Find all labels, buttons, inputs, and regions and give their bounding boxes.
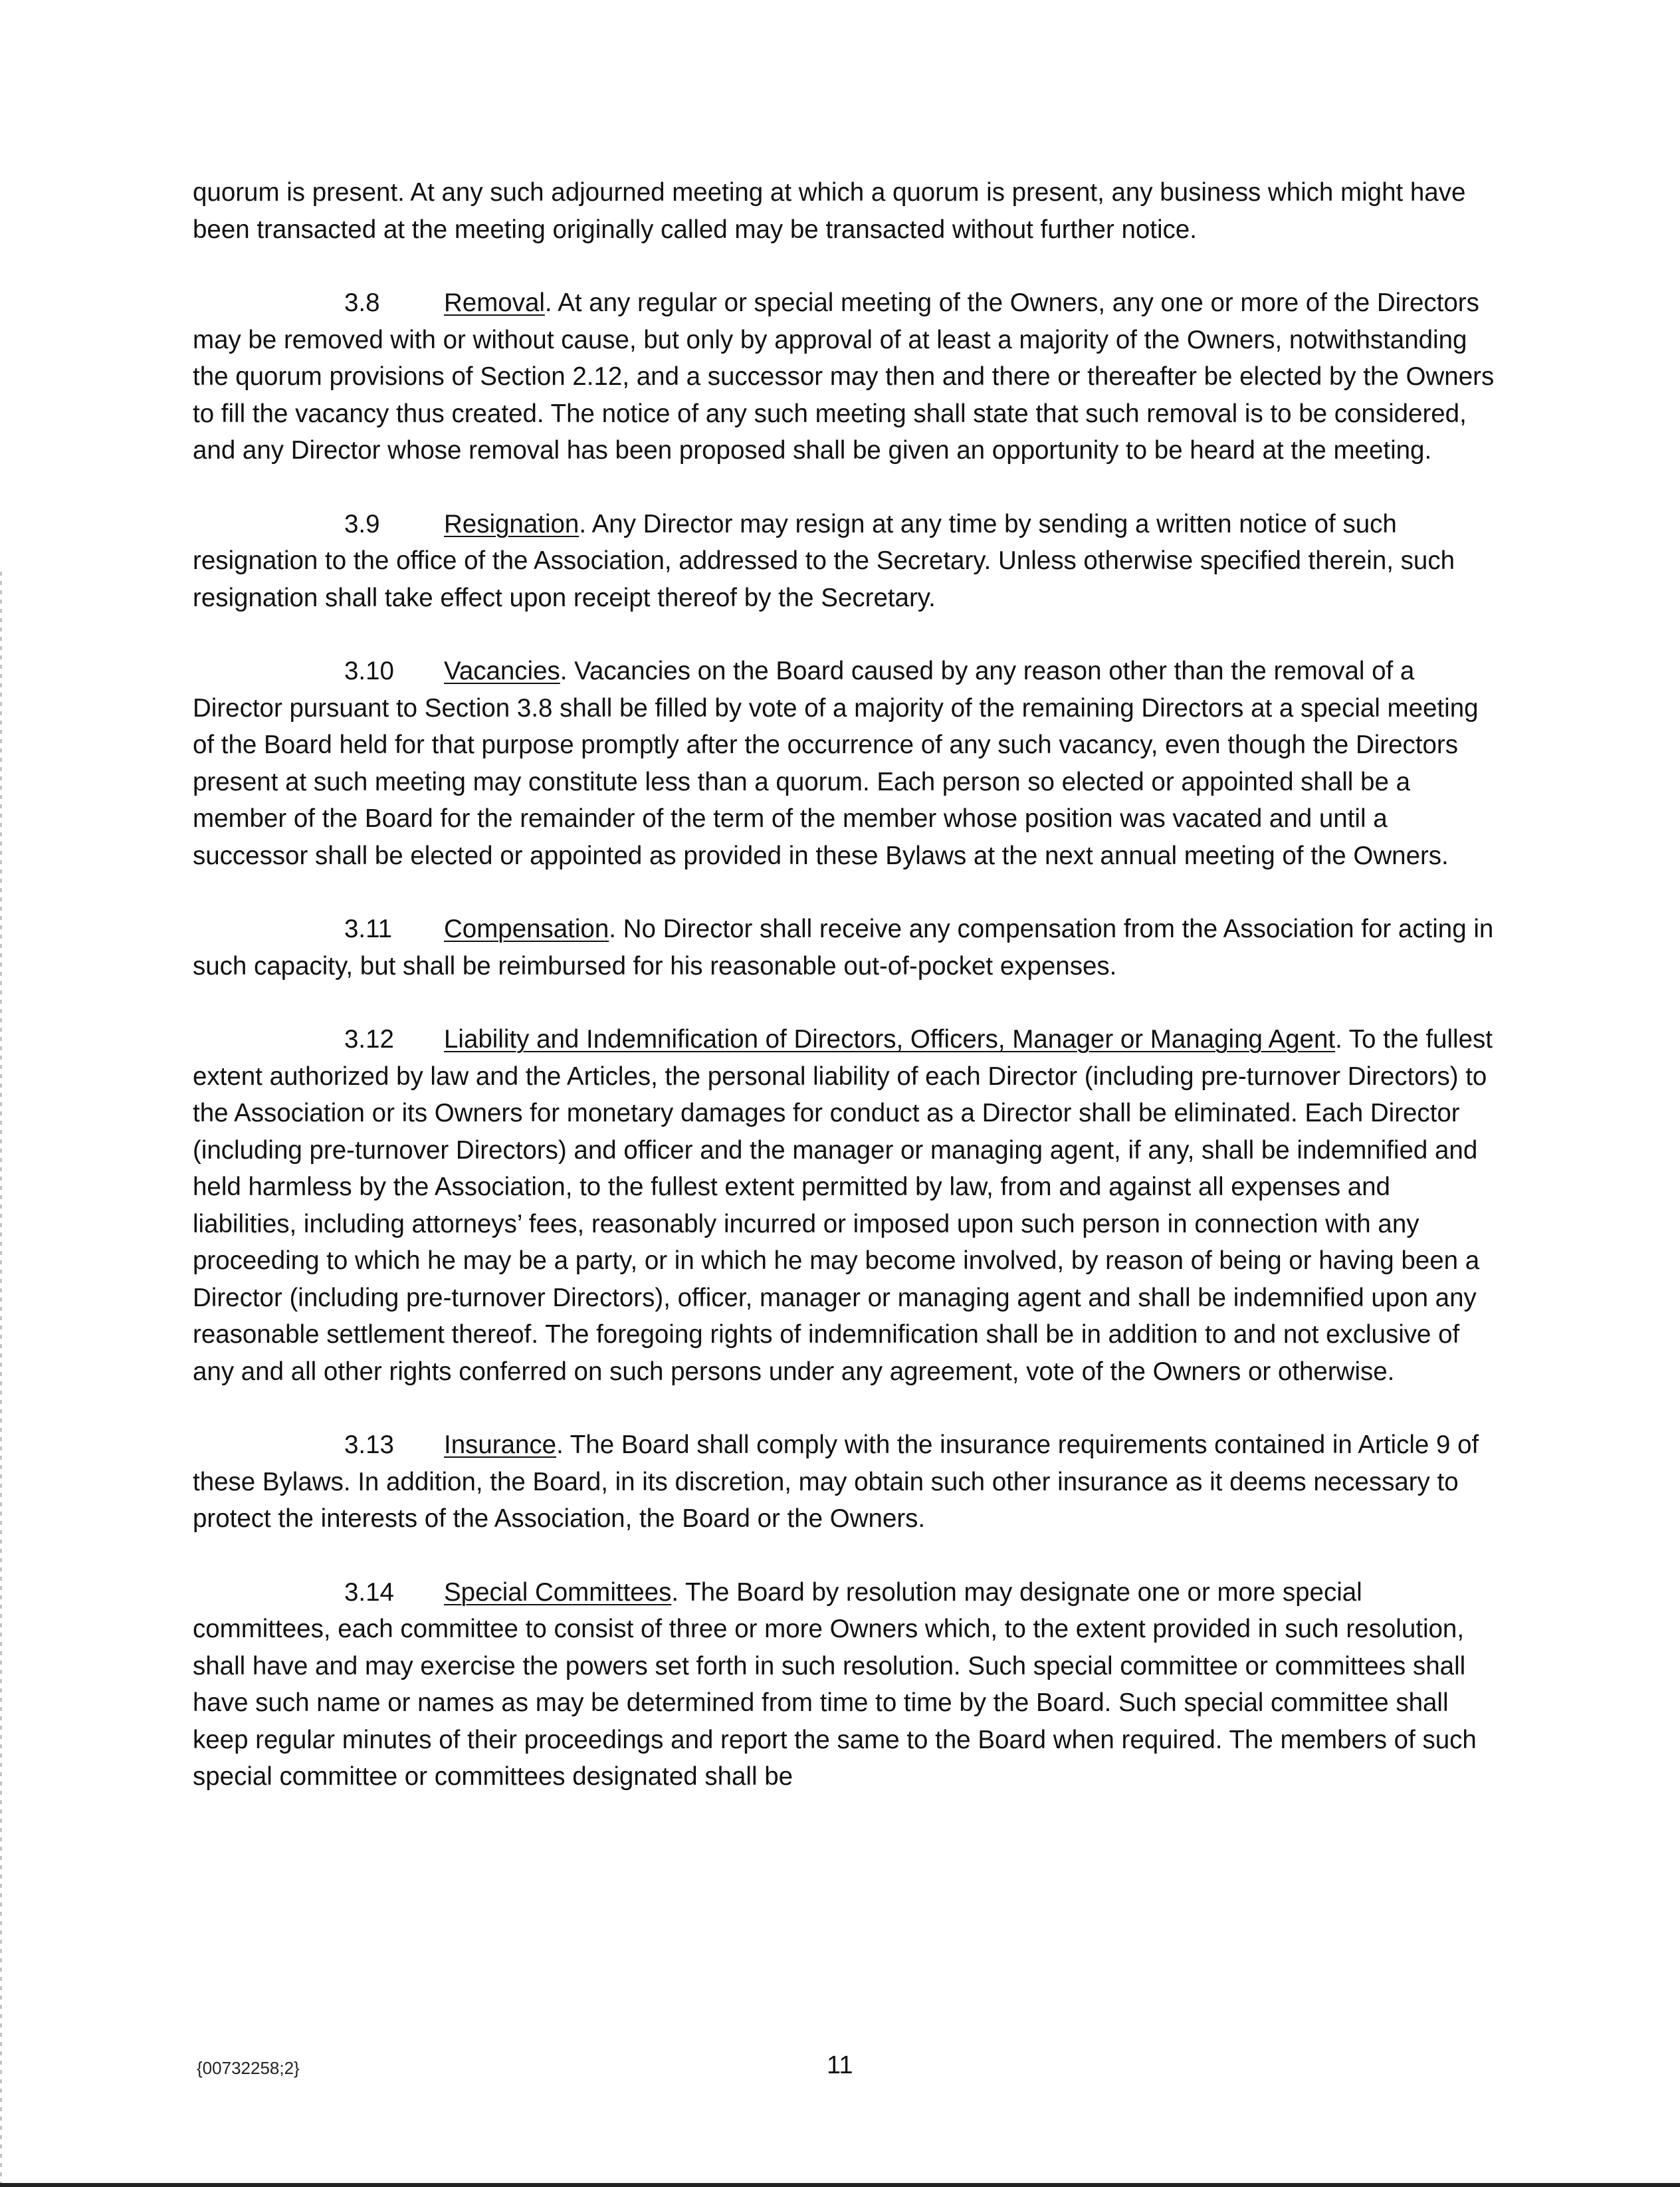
- section-3-14: [193, 1574, 1495, 1795]
- section-text: . At any regular or special meeting of the Owners, any one or more of the Directors may be removed with or without cause, but only by approval of at least a majority of the Owners, notwithstanding the quorum provisions of Section 2.12, and a successor may then and there or thereafter be elected by the Owners to fill the vacancy thus created. The notice of any such meeting shall state that such removal is to be considered, and any Director whose removal has been proposed shall be given an opportunity to be heard at the meeting.: [193, 288, 1495, 465]
- section-3-11: [193, 911, 1495, 984]
- scan-bottom-edge: [0, 2183, 1680, 2187]
- section-text: . Vacancies on the Board caused by any reason other than the removal of a Director pursuant to Section 3.8 shall be filled by vote of a majority of the remaining Directors at a special meeting of the Board held for that purpose promptly after the occurrence of any such vacancy, even though the Directors present at such meeting may constitute less than a quorum. Each person so elected or appointed shall be a member of the Board for the remainder of the term of the member whose position was vacated and until a successor shall be elected or appointed as provided in these Bylaws at the next annual meeting of the Owners.: [193, 657, 1479, 870]
- section-title: Resignation: [444, 509, 579, 538]
- section-title: Compensation: [444, 915, 609, 943]
- section-number: 3.13: [344, 1431, 394, 1459]
- section-3-10: [193, 653, 1495, 874]
- intro-paragraph: quorum is present. At any such adjourned meeting at which a quorum is present, any business which might have been transacted at the meeting originally called may be transacted without further notice.: [193, 178, 1466, 244]
- section-title: Liability and Indemnification of Directors, Officers, Manager or Managing Agent: [444, 1025, 1336, 1054]
- scan-edge-marks: [0, 572, 2, 2187]
- section-title: Special Committees: [444, 1577, 672, 1607]
- section-3-9: [193, 506, 1495, 617]
- section-3-12: [193, 1021, 1495, 1390]
- section-3-13: [193, 1427, 1495, 1538]
- section-3-8: [193, 285, 1495, 469]
- page-number: 11: [827, 2051, 853, 2079]
- section-title: Vacancies: [444, 657, 560, 685]
- section-text: . No Director shall receive any compensation from the Association for acting in such capacity, but shall be reimbursed for his reasonable out-of-pocket expenses.: [193, 915, 1494, 980]
- section-title: Insurance: [444, 1431, 557, 1459]
- section-number: 3.8: [344, 288, 380, 317]
- section-number: 3.9: [344, 509, 380, 538]
- section-title: Removal: [444, 288, 545, 317]
- section-text: . The Board shall comply with the insurance requirements contained in Article 9 of these Bylaws. In addition, the Board, in its discretion, may obtain such other insurance as it deems necessary to protect the interests of the Association, the Board or the Owners.: [193, 1431, 1479, 1533]
- section-number: 3.12: [344, 1025, 394, 1054]
- section-number: 3.10: [344, 657, 394, 685]
- section-text: . The Board by resolution may designate one or more special committees, each committee to consist of three or more Owners which, to the extent provided in such resolution, shall have and may exercise the powers set forth in such resolution. Such special committee or committees shall have such name or names as may be determined from time to time by the Board. Such special committee shall keep regular minutes of their proceedings and report the same to the Board when required. The members of such special committee or committees designated shall be: [193, 1577, 1477, 1791]
- document-id: {00732258;2}: [197, 2058, 300, 2078]
- section-number: 3.11: [344, 915, 393, 943]
- section-text: . To the fullest extent authorized by law and the Articles, the personal liability of each Director (including pre-turnover Directors) to the Association or its Owners for monetary damages for conduct as a Director shall be eliminated. Each Director (including pre-turnover Directors) and officer and the manager or managing agent, if any, shall be indemnified and held harmless by the Association, to the fullest extent permitted by law, from and against all expenses and liabilities, including attorneys’ fees, reasonably incurred or imposed upon such person in connection with any proceeding to which he may be a party, or in which he may become involved, by reason of being or having been a Director (including pre-turnover Directors), officer, manager or managing agent and shall be indemnified upon any reasonable settlement thereof. The foregoing rights of indemnification shall be in addition to and not exclusive of any and all other rights conferred on such persons under any agreement, vote of the Owners or otherwise.: [193, 1025, 1493, 1386]
- section-text: . Any Director may resign at any time by sending a written notice of such resignation to the office of the Association, addressed to the Secretary. Unless otherwise specified therein, such resignation shall take effect upon receipt thereof by the Secretary.: [193, 509, 1455, 612]
- section-number: 3.14: [344, 1577, 394, 1607]
- document-body: [193, 174, 1495, 1832]
